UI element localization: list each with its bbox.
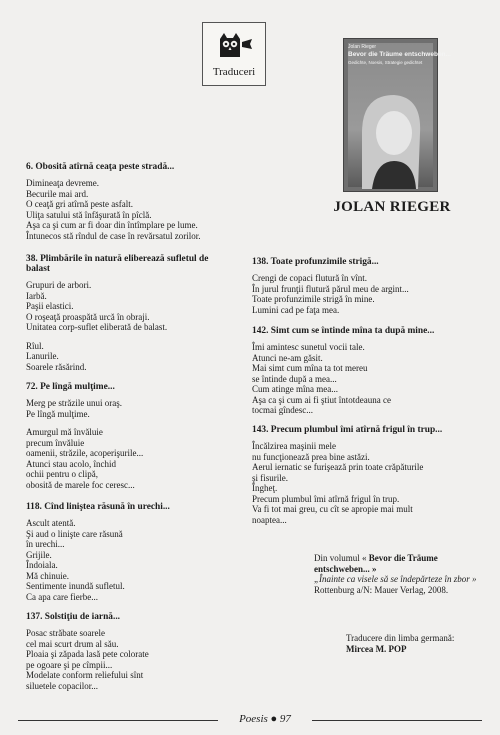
source-publisher: Rottenburg a/N: Mauer Verlag, 2008. — [314, 584, 449, 595]
poem-line: în urechi... — [26, 539, 65, 549]
page-footer: Poesis ● 97 — [239, 713, 291, 725]
poem-line: Uliţa satului stă înfăşurată în pîclă. — [26, 209, 152, 220]
poem-line: Grupuri de arbori. — [26, 280, 92, 290]
poem-line: Ploaia şi zăpada lasă pete colorate — [26, 649, 149, 659]
source-note — [314, 553, 479, 595]
cover-subtitle: Gedichte, Noesis, Strategie gedichtet — [348, 60, 423, 65]
poem-line: obosită de marele foc ceresc... — [26, 479, 135, 490]
poem-137 — [26, 612, 251, 691]
author-portrait-icon — [356, 83, 428, 189]
section-badge — [202, 22, 266, 86]
poem-line: Mă chinuie. — [26, 570, 69, 581]
poem-line: tocmai gîndesc... — [252, 405, 313, 415]
poem-line: şi fisurile. — [252, 472, 288, 483]
poem-line: Îmi amintesc sunetul vocii tale. — [252, 342, 365, 352]
poem-line: O roşeaţă proaspătă urcă în obraji. — [26, 311, 150, 322]
source-translated-title: „Înainte ca visele să se îndepărteze în zbor » — [314, 574, 477, 584]
poem-line: Becurile mai ard. — [26, 188, 89, 199]
poem-142 — [252, 326, 487, 416]
poem-line: Precum plumbul îmi atîrnă frigul în trup. — [252, 493, 400, 504]
poem-line: Pe lîngă mulţime. — [26, 408, 90, 419]
poem-line: se întinde după a mea... — [252, 373, 337, 384]
translator-name: Mircea M. POP — [346, 643, 407, 654]
poem-line: Lanurile. — [26, 351, 59, 361]
poem-line: În jurul frunţii flutură părul meu de argint... — [252, 283, 409, 294]
poem-line: cel mai scurt drum al său. — [26, 638, 119, 649]
poem-line: Aşa ca şi cum ar fi doar din întîmplare pe lume. — [26, 220, 198, 230]
poem-line: Atunci ne-am găsit. — [252, 352, 323, 363]
poem-72 — [26, 382, 251, 490]
poem-line: Îndoiala. — [26, 560, 58, 570]
cover-author: Jolan Rieger — [348, 44, 377, 50]
source-book-title: Bevor die Träume entschweben... » — [314, 553, 438, 574]
poem-line: Mai simt cum mîna ta tot mereu — [252, 363, 368, 373]
poem-118 — [26, 502, 251, 602]
section-label: Traduceri — [212, 66, 256, 78]
poem-line: Crengi de copaci flutură în vînt. — [252, 273, 367, 283]
footer-rule-left — [18, 720, 218, 721]
poem-line: Întunecos stă rîndul de case în revărsatul zorilor. — [26, 230, 201, 241]
poem-title: 143. Precum plumbul îmi atîrnă frigul în trup... — [252, 425, 443, 435]
poem-line: pe ogoare şi pe cîmpii... — [26, 659, 113, 670]
translation-line: Traducere din limba germană: — [346, 633, 455, 643]
poem-line: Atunci stau acolo, închid — [26, 458, 116, 469]
poem-line: Lumini cad pe faţa mea. — [252, 304, 340, 315]
poem-line: Iarbă. — [26, 290, 47, 301]
poem-title: 118. Cînd liniştea răsună în urechi... — [26, 502, 170, 512]
poem-line: Sentimente inundă sufletul. — [26, 581, 125, 591]
poem-line: noaptea... — [252, 514, 287, 525]
poem-line: Îngheţ. — [252, 483, 278, 493]
poem-143 — [252, 425, 487, 525]
poem-line: Grijile. — [26, 549, 52, 560]
poem-line: precum învăluie — [26, 437, 85, 448]
poem-line: Dimineaţa devreme. — [26, 178, 99, 188]
poem-line: Posac străbate soarele — [26, 628, 105, 638]
cover-title: Bevor die Träume entschweben... — [348, 51, 451, 58]
poem-line: Aerul iernatic se furişează prin toate crăpăturile — [252, 462, 424, 472]
poem-138 — [252, 257, 482, 315]
poem-line: Merg pe străzile unui oraş. — [26, 398, 123, 408]
poem-line: O ceaţă gri atîrnă peste asfalt. — [26, 199, 133, 209]
source-prefix: Din volumul « — [314, 553, 369, 563]
poem-line: oamenii, străzile, acoperişurile... — [26, 448, 144, 458]
poem-line: Ascult atentă. — [26, 518, 76, 528]
poem-line: Toate profunzimile strigă în mine. — [252, 294, 375, 304]
poem-title: 138. Toate profunzimile strigă... — [252, 257, 379, 267]
poem-line: siluetele copacilor... — [26, 680, 98, 691]
poem-title: 142. Simt cum se întinde mîna ta după mine... — [252, 326, 435, 336]
poem-line: Unitatea corp-suflet eliberată de balast. — [26, 322, 168, 332]
poem-line: Modelate conform reliefului sînt — [26, 670, 144, 680]
footer-rule-right — [312, 720, 482, 721]
poem-line: nu funcţionează prea bine astăzi. — [252, 451, 370, 462]
poem-title: 6. Obosită atîrnă ceaţa peste stradă... — [26, 162, 175, 172]
poem-title: 137. Solstiţiu de iarnă... — [26, 612, 121, 622]
poem-line: Soarele răsărind. — [26, 361, 87, 372]
poem-line: Rîul. — [26, 340, 44, 351]
poem-title: 38. Plimbările în natură eliberează sufletul de balast — [26, 254, 209, 274]
translation-credit — [346, 633, 486, 654]
owl-logo-icon — [217, 29, 253, 59]
poem-line: ochii pentru o clipă, — [26, 469, 98, 479]
poem-line: Încălzirea maşinii mele — [252, 441, 336, 451]
poem-line: Paşii elastici. — [26, 301, 74, 311]
poem-38 — [26, 254, 226, 372]
poem-line: Ca apa care fierbe... — [26, 591, 98, 602]
poem-6 — [26, 162, 251, 241]
poem-line: Aşa ca şi cum ai fi ştiut întotdeauna ce — [252, 394, 391, 405]
poem-line: Va fi tot mai greu, cu cît se apropie mai mult — [252, 504, 413, 514]
poem-line: Şi aud o linişte care răsună — [26, 528, 123, 539]
poem-line: Amurgul mă învăluie — [26, 427, 103, 437]
poem-line: Cum atinge mîna mea... — [252, 384, 338, 394]
poem-title: 72. Pe lîngă mulţime... — [26, 382, 115, 392]
book-cover-image — [343, 38, 451, 192]
author-name: JOLAN RIEGER — [333, 199, 451, 215]
